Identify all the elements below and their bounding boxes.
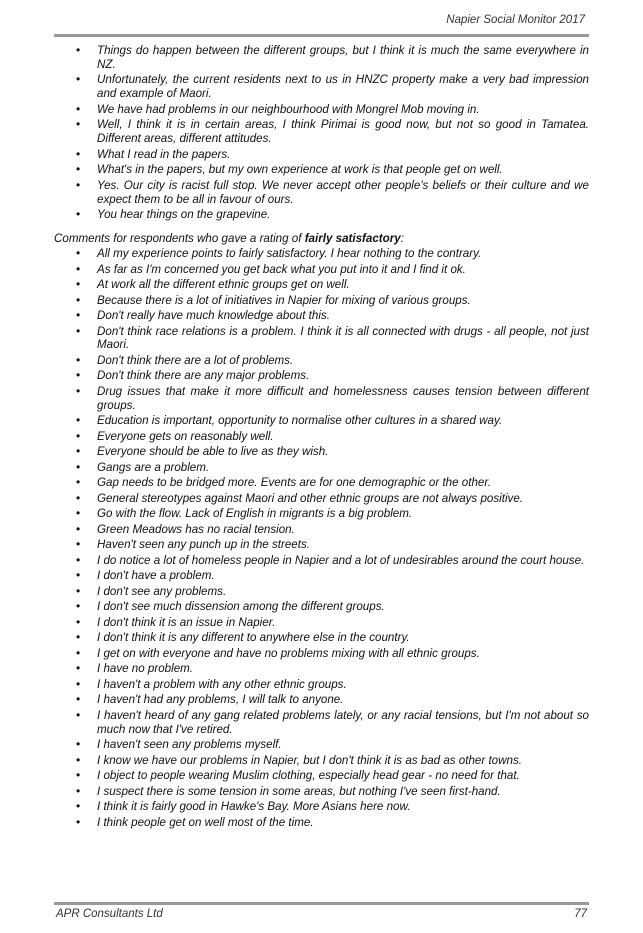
footer-rule <box>54 902 589 905</box>
comment-item: • I know we have our problems in Napier, but I don't think it is as bad as other towns. <box>54 754 589 768</box>
comment-item: • I think people get on well most of the time. <box>54 816 589 830</box>
comment-item: • At work all the different ethnic groups get on well. <box>54 278 589 292</box>
comment-item: • You hear things on the grapevine. <box>54 208 589 222</box>
comments-list-continued <box>54 44 589 222</box>
comment-item: • I haven't heard of any gang related problems lately, or any racial tensions, but I'm not about so much now that I've retired. <box>54 709 589 737</box>
comment-item: • Everyone should be able to live as they wish. <box>54 445 589 459</box>
comment-item: • As far as I'm concerned you get back what you put into it and I find it ok. <box>54 263 589 277</box>
comment-item: • Green Meadows has no racial tension. <box>54 523 589 537</box>
comment-item: • Yes. Our city is racist full stop. We never accept other people's beliefs or their culture and we expect them to be all in favour of ours. <box>54 179 589 207</box>
page-number: 77 <box>574 908 587 920</box>
comment-item: • I suspect there is some tension in some areas, but nothing I've seen first-hand. <box>54 785 589 799</box>
header-rule <box>54 34 589 37</box>
comment-item: • I have no problem. <box>54 662 589 676</box>
section-intro-rating: fairly satisfactory <box>304 232 401 246</box>
comment-item: • Drug issues that make it more difficult and homelessness causes tension between different groups. <box>54 385 589 413</box>
comment-item: • Education is important, opportunity to normalise other cultures in a shared way. <box>54 414 589 428</box>
comment-item: • Haven't seen any punch up in the streets. <box>54 538 589 552</box>
comment-item: • All my experience points to fairly satisfactory. I hear nothing to the contrary. <box>54 247 589 261</box>
comment-item: • I haven't seen any problems myself. <box>54 738 589 752</box>
comment-item: • Things do happen between the different groups, but I think it is much the same everywhere in NZ. <box>54 44 589 72</box>
comment-item: • I don't have a problem. <box>54 569 589 583</box>
comment-item: • Everyone gets on reasonably well. <box>54 430 589 444</box>
section-intro <box>54 232 589 246</box>
comment-item: • Because there is a lot of initiatives in Napier for mixing of various groups. <box>54 294 589 308</box>
comment-item: • Don't really have much knowledge about this. <box>54 309 589 323</box>
page-content <box>54 44 589 831</box>
header-title: Napier Social Monitor 2017 <box>446 14 585 26</box>
comment-item: • Don't think race relations is a problem. I think it is all connected with drugs - all people, not just Maori. <box>54 325 589 353</box>
comment-item: • I don't see any problems. <box>54 585 589 599</box>
section-intro-suffix: : <box>400 232 404 246</box>
comment-item: • Don't think there are a lot of problems. <box>54 354 589 368</box>
comment-item: • I haven't had any problems, I will talk to anyone. <box>54 693 589 707</box>
comment-item: • Gap needs to be bridged more. Events are for one demographic or the other. <box>54 476 589 490</box>
comment-item: • Don't think there are any major problems. <box>54 369 589 383</box>
comment-item: • I don't see much dissension among the different groups. <box>54 600 589 614</box>
comment-item: • General stereotypes against Maori and other ethnic groups are not always positive. <box>54 492 589 506</box>
comment-item: • Well, I think it is in certain areas, I think Pirimai is good now, but not so good in Tamatea. Different areas, different attitudes. <box>54 118 589 146</box>
comment-item: • I don't think it is an issue in Napier. <box>54 616 589 630</box>
comment-item: • I haven't a problem with any other ethnic groups. <box>54 678 589 692</box>
comment-item: • I do notice a lot of homeless people in Napier and a lot of undesirables around the court house. <box>54 554 589 568</box>
comment-item: • I object to people wearing Muslim clothing, especially head gear - no need for that. <box>54 769 589 783</box>
comment-item: • We have had problems in our neighbourhood with Mongrel Mob moving in. <box>54 103 589 117</box>
footer-company: APR Consultants Ltd <box>56 908 163 920</box>
comment-item: • I don't think it is any different to anywhere else in the country. <box>54 631 589 645</box>
comment-item: • I think it is fairly good in Hawke's Bay. More Asians here now. <box>54 800 589 814</box>
comment-item: • Unfortunately, the current residents next to us in HNZC property make a very bad impression and example of Maori. <box>54 73 589 101</box>
comment-item: • I get on with everyone and have no problems mixing with all ethnic groups. <box>54 647 589 661</box>
comment-item: • What I read in the papers. <box>54 148 589 162</box>
comment-item: • Go with the flow. Lack of English in migrants is a big problem. <box>54 507 589 521</box>
section-intro-prefix: Comments for respondents who gave a rating of <box>54 232 305 246</box>
comment-item: • Gangs are a problem. <box>54 461 589 475</box>
comments-list-fairly-satisfactory <box>54 247 589 830</box>
comment-item: • What's in the papers, but my own experience at work is that people get on well. <box>54 163 589 177</box>
